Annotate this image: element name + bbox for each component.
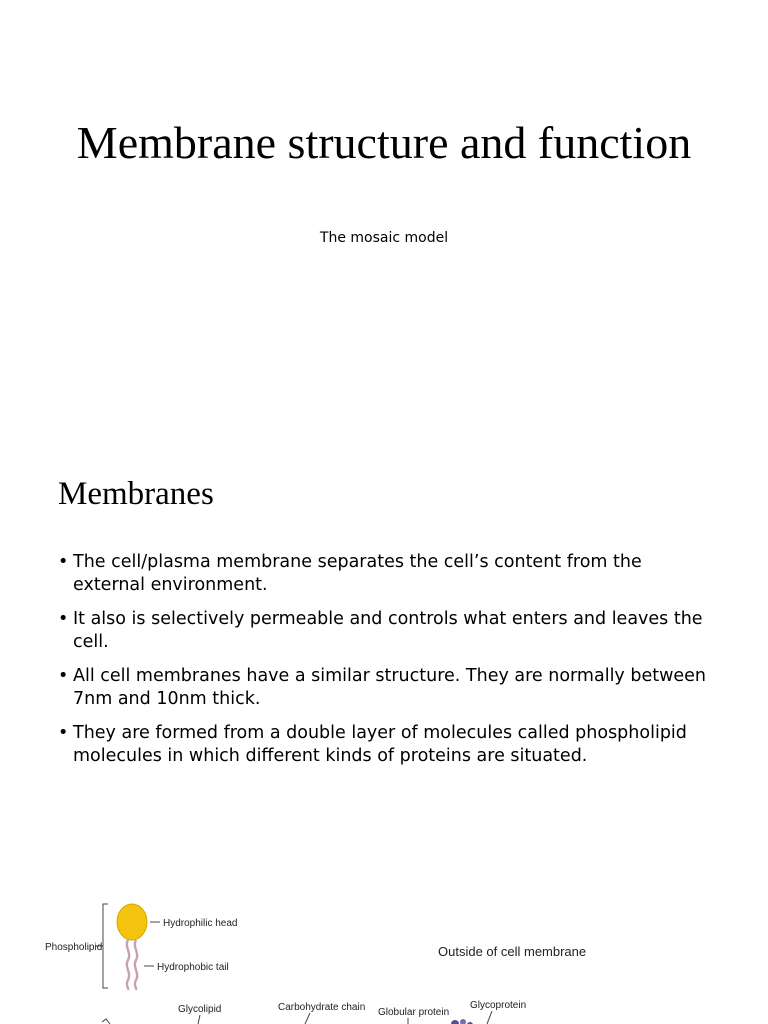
outside-cell-label: Outside of cell membrane [438, 944, 587, 959]
bullet-item: • All cell membranes have a similar structure. They are normally between 7nm and 10nm thick. [58, 665, 718, 711]
glycoprotein-chain-icon [460, 1019, 466, 1024]
phospholipid-label: Phospholipid [45, 942, 103, 953]
hydrophilic-head-icon [117, 904, 147, 940]
hydrophobic-tail-icon [135, 940, 137, 990]
bullet-item: • They are formed from a double layer of molecules called phospholipid molecules in which different kinds of proteins are situated. [58, 722, 718, 768]
glycoprotein-pointer [487, 1011, 492, 1024]
membranes-heading: Membranes [58, 476, 214, 512]
bullet-list [58, 551, 718, 779]
carbohydrate-chain-pointer [305, 1013, 310, 1024]
hydrophobic-tail-icon [127, 940, 129, 990]
membrane-diagram [0, 864, 768, 1024]
carbohydrate-chain-label: Carbohydrate chain [278, 1002, 366, 1013]
glycoprotein-chain-icon [451, 1020, 459, 1024]
phospholipid-bracket [103, 904, 108, 988]
glycolipid-label: Glycolipid [178, 1004, 222, 1015]
membranes-slide [0, 432, 768, 864]
globular-protein-label: Globular protein [378, 1007, 450, 1018]
hydrophobic-tail-label: Hydrophobic tail [157, 962, 229, 973]
title-slide [0, 0, 768, 432]
membrane-edge-mark [102, 1019, 110, 1024]
glycolipid-pointer [198, 1015, 200, 1024]
bullet-item: • It also is selectively permeable and controls what enters and leaves the cell. [58, 608, 718, 654]
bullet-item: • The cell/plasma membrane separates the cell’s content from the external environment. [58, 551, 718, 597]
slide-title: Membrane structure and function [76, 117, 692, 168]
slide-subtitle: The mosaic model [319, 230, 449, 246]
glycoprotein-label: Glycoprotein [470, 1000, 527, 1011]
hydrophilic-head-label: Hydrophilic head [163, 918, 238, 929]
diagram-slide [0, 864, 768, 1024]
